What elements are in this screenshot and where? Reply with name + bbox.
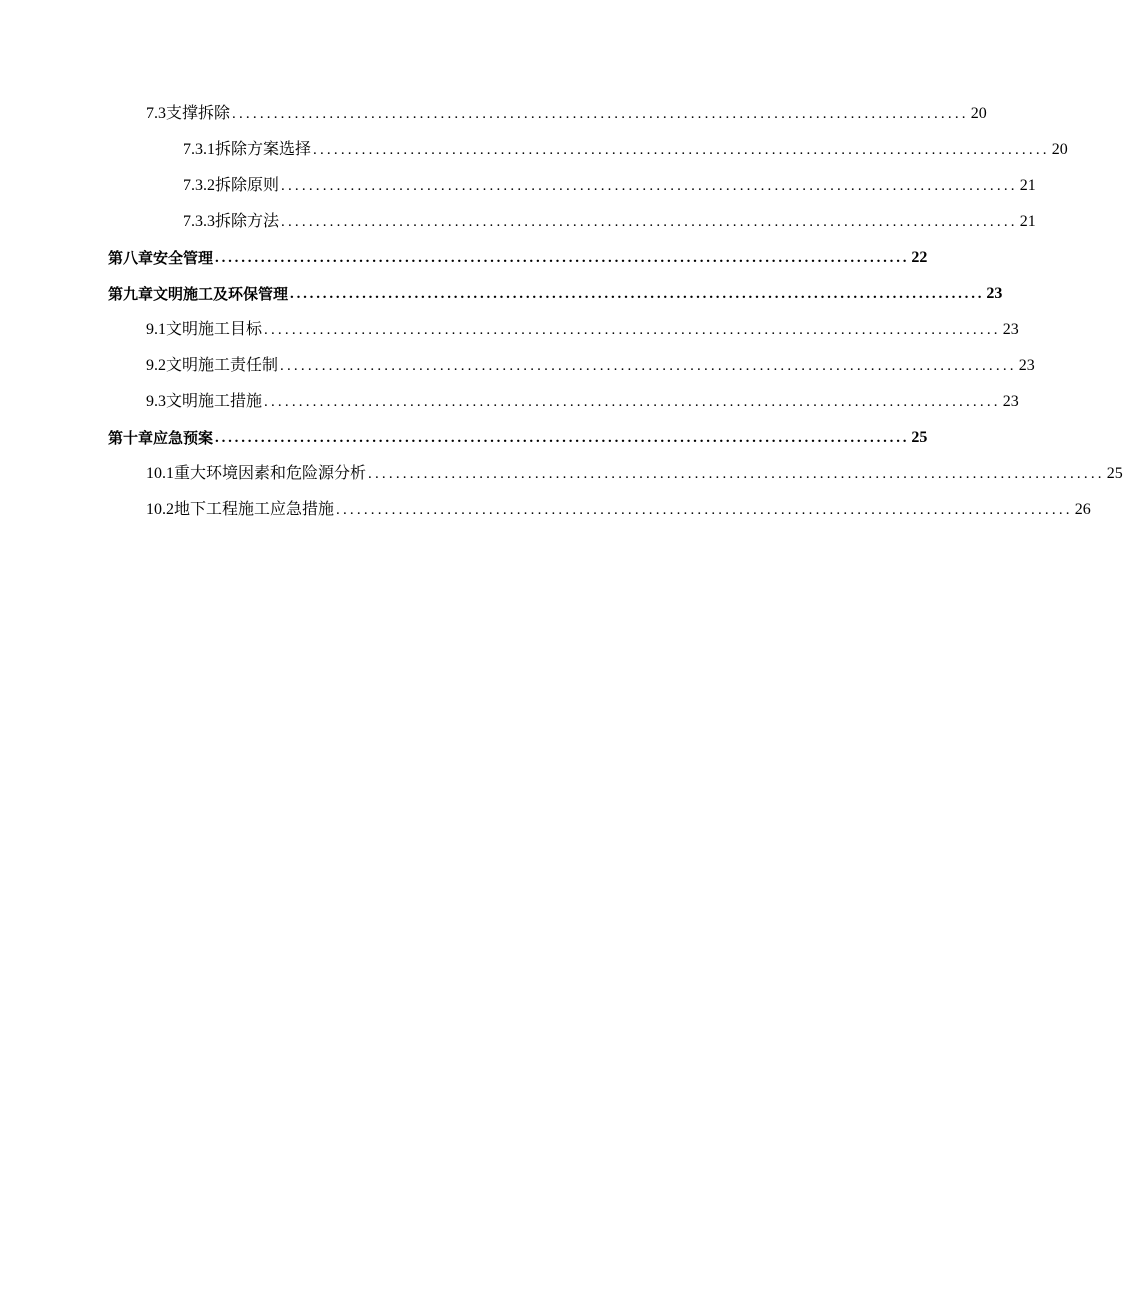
toc-entry-number: 7.3.2 <box>183 177 215 194</box>
toc-chapter-entry[interactable] <box>108 280 1003 304</box>
toc-entry[interactable] <box>183 208 1036 232</box>
toc-leader-dots: .......................................................................................................... <box>280 358 1017 374</box>
toc-leader-dots: .......................................................................................................... <box>281 178 1018 194</box>
toc-entry-title: 拆除原则 <box>215 177 280 194</box>
toc-entry[interactable] <box>183 136 1068 160</box>
toc-entry-title: 文明施工责任制 <box>166 357 279 374</box>
toc-entry-page: 25 <box>1106 465 1123 482</box>
toc-entry-number: 7.3.3 <box>183 213 215 230</box>
toc-entry[interactable] <box>146 352 1035 376</box>
toc-entry-title: 文明施工措施 <box>166 393 263 410</box>
toc-entry[interactable] <box>183 172 1036 196</box>
toc-entry[interactable] <box>146 100 987 124</box>
toc-entry-page: 23 <box>1002 393 1019 410</box>
toc-entry-page: 20 <box>970 105 987 122</box>
toc-entry-title: 支撑拆除 <box>166 105 231 122</box>
toc-entry-title: 第十章应急预案 <box>108 429 214 447</box>
toc-chapter-entry[interactable] <box>108 244 928 268</box>
toc-entry-page: 23 <box>986 285 1003 302</box>
toc-entry-number: 10.1 <box>146 465 174 482</box>
toc-leader-dots: .......................................................................................................... <box>281 214 1018 230</box>
toc-entry-page: 21 <box>1019 177 1036 194</box>
toc-leader-dots: .......................................................................................................... <box>290 286 985 302</box>
toc-entry-page: 25 <box>911 429 928 446</box>
toc-entry-page: 23 <box>1018 357 1035 374</box>
toc-leader-dots: .......................................................................................................... <box>215 430 910 446</box>
toc-entry-title: 拆除方法 <box>215 213 280 230</box>
toc-entry-title: 地下工程施工应急措施 <box>174 501 335 518</box>
toc-entry[interactable] <box>146 388 1019 412</box>
toc-entry-page: 20 <box>1051 141 1068 158</box>
toc-entry[interactable] <box>146 316 1019 340</box>
toc-entry-number: 9.3 <box>146 393 166 410</box>
toc-leader-dots: .......................................................................................................... <box>232 106 969 122</box>
toc-entry[interactable] <box>146 460 1123 484</box>
toc-entry-title: 重大环境因素和危险源分析 <box>174 465 367 482</box>
toc-leader-dots: .......................................................................................................... <box>264 322 1001 338</box>
toc-entry[interactable] <box>146 496 1091 520</box>
toc-leader-dots: .......................................................................................................... <box>313 142 1050 158</box>
toc-entry-page: 23 <box>1002 321 1019 338</box>
toc-leader-dots: .......................................................................................................... <box>264 394 1001 410</box>
toc-entry-page: 21 <box>1019 213 1036 230</box>
toc-entry-page: 22 <box>911 249 928 266</box>
toc-entry-number: 9.2 <box>146 357 166 374</box>
toc-leader-dots: .......................................................................................................... <box>336 502 1073 518</box>
toc-entry-number: 10.2 <box>146 501 174 518</box>
toc-entry-title: 第九章文明施工及环保管理 <box>108 285 289 303</box>
toc-entry-title: 第八章安全管理 <box>108 249 214 267</box>
toc-entry-title: 文明施工目标 <box>166 321 263 338</box>
toc-entry-title: 拆除方案选择 <box>215 141 312 158</box>
toc-entry-number: 9.1 <box>146 321 166 338</box>
toc-entry-page: 26 <box>1074 501 1091 518</box>
toc-leader-dots: .......................................................................................................... <box>368 466 1105 482</box>
toc-chapter-entry[interactable] <box>108 424 928 448</box>
toc-entry-number: 7.3 <box>146 105 166 122</box>
toc-leader-dots: .......................................................................................................... <box>215 250 910 266</box>
toc-entry-number: 7.3.1 <box>183 141 215 158</box>
